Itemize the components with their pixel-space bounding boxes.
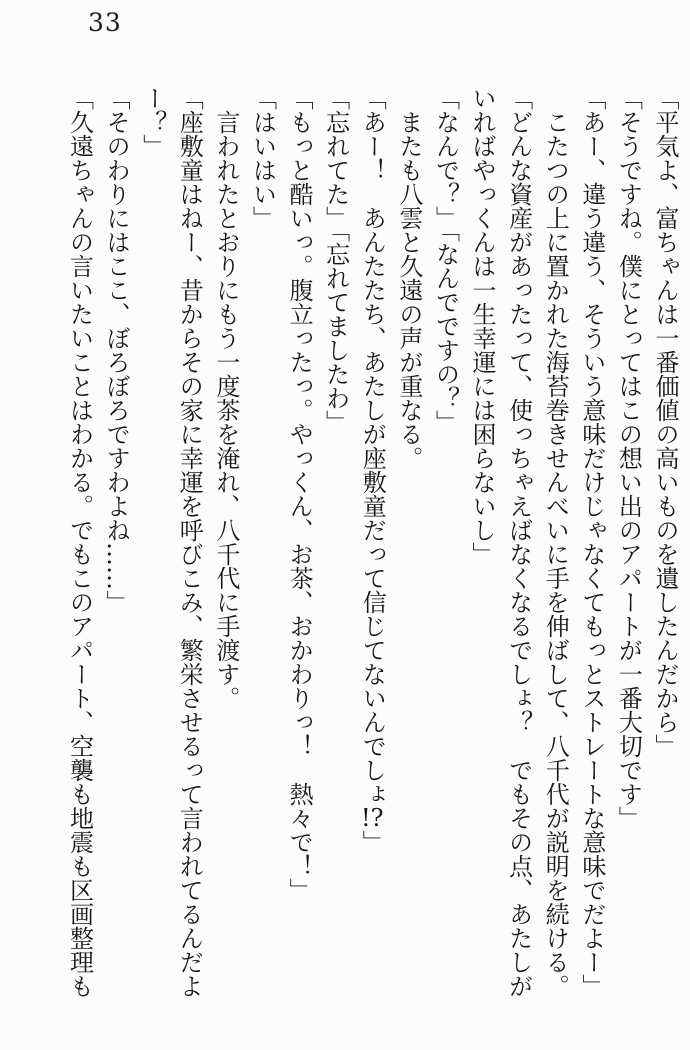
text-column: 「もっと酷いっ。腹立ったっ。やっくん、お茶、おかわりっ！ 熱々で！」 <box>285 86 314 902</box>
page-number: 33 <box>88 8 122 37</box>
text-column: こたつの上に置かれた海苔巻きせんべいに手を伸ばして、八千代が説明を続ける。 <box>541 86 570 998</box>
text-column: 「久遠ちゃんの言いたいことはわかる。でもこのアパート、空襲も地震も区画整理も <box>65 86 94 998</box>
text-column: 「そのわりにはここ、ぼろぼろですわよね……」 <box>102 86 131 614</box>
text-block <box>61 86 683 1004</box>
text-column: 言われたとおりにもう一度茶を淹れ、八千代に手渡す。 <box>211 86 240 710</box>
text-column: 「どんな資産があったって、使っちゃえばなくなるでしょ？ でもその点、あたしが <box>504 86 533 998</box>
text-column: 「あー、違う違う、そういう意味だけじゃなくてもっとストレートな意味でだよー」 <box>577 86 606 998</box>
text-column: 「そうですね。僕にとってはこの想い出のアパートが一番大切です」 <box>614 86 643 830</box>
text-column: ー？」 <box>138 86 167 158</box>
exclamation-question-tcy: !? <box>360 806 384 830</box>
text-column: またも八雲と久遠の声が重なる。 <box>394 86 423 470</box>
text-column: いればやっくんは一生幸運には困らないし」 <box>468 86 497 566</box>
text-column: 「はいはい」 <box>248 86 277 230</box>
text-column: 「なんで？」「なんでですの？」 <box>431 86 460 434</box>
text-column: 「忘れてた」「忘れてましたわ」 <box>321 86 350 434</box>
text-column: 「座敷童はねー、昔からその家に幸運を呼びこみ、繁栄させるって言われてるんだよ <box>175 86 204 998</box>
text-column: 「あー！ あんたたち、あたしが座敷童だって信じてないんでしょ!?」 <box>358 86 387 854</box>
text-column: 「平気よ、富ちゃんは一番価値の高いものを遺したんだから」 <box>651 86 679 758</box>
